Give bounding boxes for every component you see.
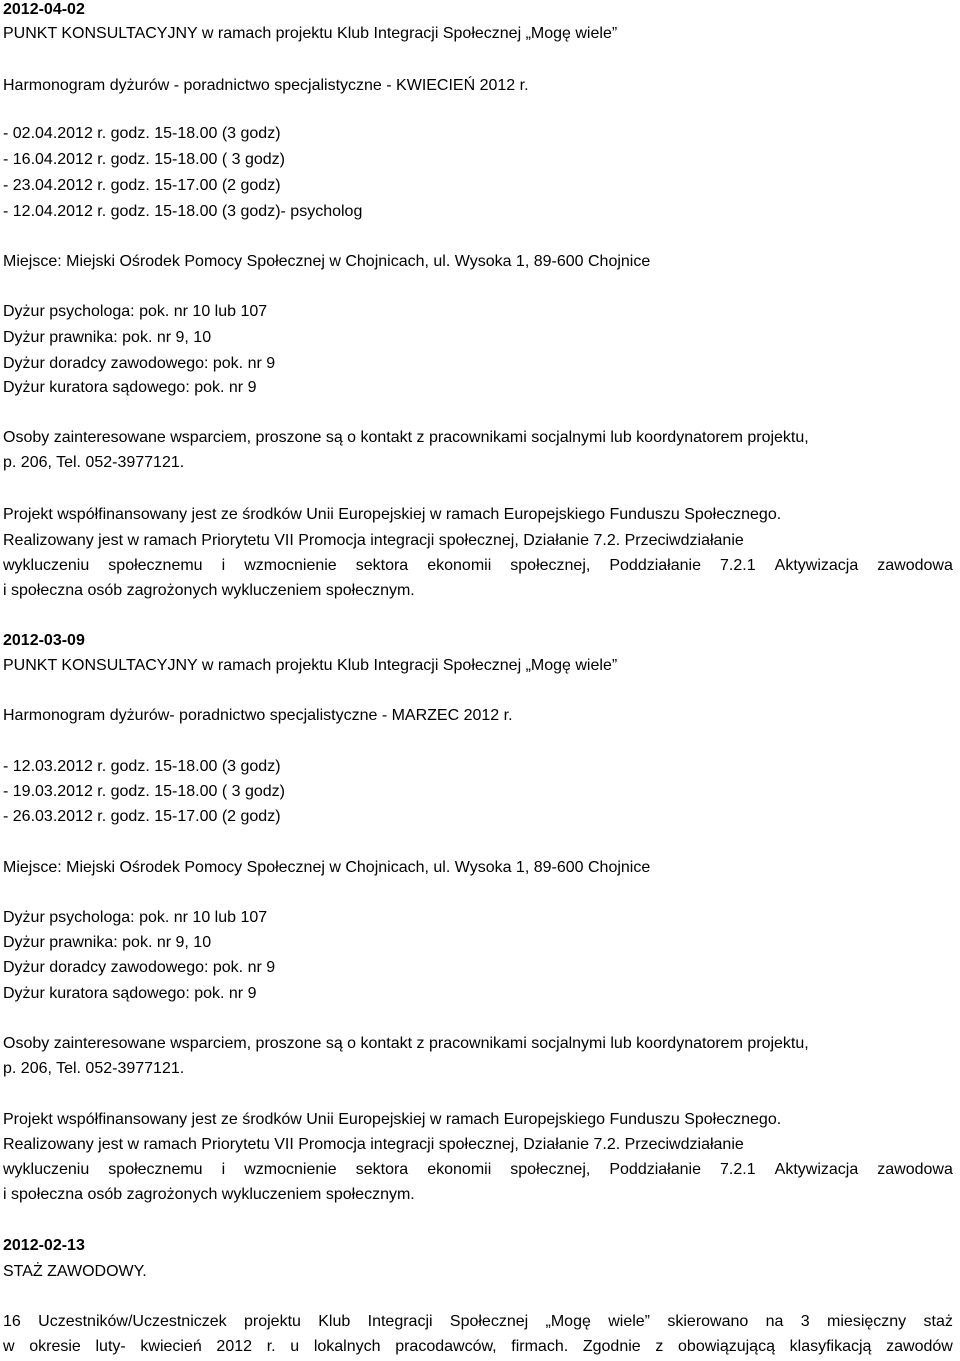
word: Zgodnie bbox=[582, 1338, 641, 1355]
schedule-date: - 26.03.2012 r. godz. 15-17.00 (2 godz) bbox=[3, 808, 281, 825]
word: zawodowa bbox=[877, 557, 953, 574]
word: kwiecień bbox=[140, 1338, 202, 1355]
word: pracodawców, bbox=[395, 1338, 497, 1355]
word: 7.2.1 bbox=[720, 557, 756, 574]
post-heading: STAŻ ZAWODOWY. bbox=[3, 1263, 147, 1280]
word: zawodów bbox=[886, 1338, 953, 1355]
schedule-date: - 16.04.2012 r. godz. 15-18.00 ( 3 godz) bbox=[3, 151, 285, 168]
word: firmach. bbox=[511, 1338, 569, 1355]
word: luty- bbox=[95, 1338, 126, 1355]
contact-line: p. 206, Tel. 052-3977121. bbox=[3, 1060, 185, 1077]
place-line: Miejsce: Miejski Ośrodek Pomocy Społecznej w Chojnicach, ul. Wysoka 1, 89-600 Chojnice bbox=[3, 253, 651, 270]
project-line: Projekt współfinansowany jest ze środków Unii Europejskiej w ramach Europejskiego Funduszu Społecznego. bbox=[3, 506, 782, 523]
word: skierowano bbox=[667, 1313, 749, 1330]
duty-line: Dyżur prawnika: pok. nr 9, 10 bbox=[3, 329, 212, 346]
word: Aktywizacja bbox=[774, 557, 859, 574]
word: wykluczeniu bbox=[3, 1161, 90, 1178]
post-date: 2012-02-13 bbox=[3, 1237, 85, 1254]
post-date: 2012-03-09 bbox=[3, 632, 85, 649]
place-line: Miejsce: Miejski Ośrodek Pomocy Społecznej w Chojnicach, ul. Wysoka 1, 89-600 Chojnice bbox=[3, 859, 651, 876]
word: staż bbox=[923, 1313, 953, 1330]
project-line: i społeczna osób zagrożonych wykluczeniem społecznym. bbox=[3, 582, 415, 599]
duty-line: Dyżur psychologa: pok. nr 10 lub 107 bbox=[3, 303, 268, 320]
word: u bbox=[290, 1338, 300, 1355]
body-line-justified bbox=[3, 1337, 953, 1357]
body-line-justified bbox=[3, 1312, 953, 1332]
word: okresie bbox=[29, 1338, 81, 1355]
word: r. bbox=[266, 1338, 276, 1355]
word: miesięczny bbox=[827, 1313, 907, 1330]
project-line: Realizowany jest w ramach Priorytetu VII Promocja integracji społecznej, Działanie 7.2. Przeciwdziałanie bbox=[3, 1136, 744, 1153]
project-line: i społeczna osób zagrożonych wykluczeniem społecznym. bbox=[3, 1186, 415, 1203]
word: w bbox=[3, 1338, 15, 1355]
project-line: Projekt współfinansowany jest ze środków Unii Europejskiej w ramach Europejskiego Funduszu Społecznego. bbox=[3, 1111, 782, 1128]
word: na bbox=[765, 1313, 784, 1330]
duty-line: Dyżur prawnika: pok. nr 9, 10 bbox=[3, 934, 212, 951]
duty-line: Dyżur kuratora sądowego: pok. nr 9 bbox=[3, 985, 257, 1002]
post-heading: PUNKT KONSULTACYJNY w ramach projektu Klub Integracji Społecznej „Mogę wiele” bbox=[3, 657, 618, 674]
schedule-title: Harmonogram dyżurów - poradnictwo specjalistyczne - KWIECIEŃ 2012 r. bbox=[3, 77, 529, 94]
word: Poddziałanie bbox=[609, 1161, 701, 1178]
word: społecznemu bbox=[108, 557, 203, 574]
word: lokalnych bbox=[313, 1338, 381, 1355]
schedule-date: - 19.03.2012 r. godz. 15-18.00 ( 3 godz) bbox=[3, 783, 285, 800]
word: sektora bbox=[355, 557, 409, 574]
word: wiele” bbox=[608, 1313, 651, 1330]
word: społecznemu bbox=[108, 1161, 203, 1178]
post-date: 2012-04-02 bbox=[3, 1, 85, 18]
duty-line: Dyżur doradcy zawodowego: pok. nr 9 bbox=[3, 355, 276, 372]
project-line-justified bbox=[3, 1160, 953, 1180]
word: 2012 bbox=[216, 1338, 253, 1355]
word: wzmocnienie bbox=[244, 557, 337, 574]
schedule-date: - 23.04.2012 r. godz. 15-17.00 (2 godz) bbox=[3, 177, 281, 194]
word: ekonomii bbox=[427, 557, 492, 574]
schedule-date: - 02.04.2012 r. godz. 15-18.00 (3 godz) bbox=[3, 125, 281, 142]
post-heading: PUNKT KONSULTACYJNY w ramach projektu Klub Integracji Społecznej „Mogę wiele” bbox=[3, 25, 618, 42]
word: zawodowa bbox=[877, 1161, 953, 1178]
word: z bbox=[655, 1338, 664, 1355]
duty-line: Dyżur kuratora sądowego: pok. nr 9 bbox=[3, 379, 257, 396]
word: i bbox=[221, 1161, 226, 1178]
word: społecznej, bbox=[510, 1161, 591, 1178]
word: Aktywizacja bbox=[774, 1161, 859, 1178]
word: 7.2.1 bbox=[720, 1161, 756, 1178]
contact-line: Osoby zainteresowane wsparciem, proszone są o kontakt z pracownikami socjalnymi lub koordynatorem projektu, bbox=[3, 429, 809, 446]
word: Poddziałanie bbox=[609, 557, 701, 574]
word: 3 bbox=[800, 1313, 810, 1330]
project-line: Realizowany jest w ramach Priorytetu VII Promocja integracji społecznej, Działanie 7.2. Przeciwdziałanie bbox=[3, 532, 744, 549]
contact-line: p. 206, Tel. 052-3977121. bbox=[3, 454, 185, 471]
duty-line: Dyżur doradcy zawodowego: pok. nr 9 bbox=[3, 959, 276, 976]
word: wzmocnienie bbox=[244, 1161, 337, 1178]
duty-line: Dyżur psychologa: pok. nr 10 lub 107 bbox=[3, 909, 268, 926]
word: i bbox=[221, 557, 226, 574]
word: Społecznej bbox=[449, 1313, 529, 1330]
word: projektu bbox=[243, 1313, 301, 1330]
schedule-title: Harmonogram dyżurów- poradnictwo specjalistyczne - MARZEC 2012 r. bbox=[3, 707, 513, 724]
word: ekonomii bbox=[427, 1161, 492, 1178]
word: klasyfikacją bbox=[789, 1338, 872, 1355]
word: „Mogę bbox=[545, 1313, 591, 1330]
word: 16 bbox=[3, 1313, 21, 1330]
word: społecznej, bbox=[510, 557, 591, 574]
word: Klub bbox=[318, 1313, 351, 1330]
word: Uczestników/Uczestniczek bbox=[38, 1313, 227, 1330]
schedule-date: - 12.04.2012 r. godz. 15-18.00 (3 godz)- psycholog bbox=[3, 203, 363, 220]
project-line-justified bbox=[3, 556, 953, 576]
schedule-date: - 12.03.2012 r. godz. 15-18.00 (3 godz) bbox=[3, 758, 281, 775]
contact-line: Osoby zainteresowane wsparciem, proszone są o kontakt z pracownikami socjalnymi lub koordynatorem projektu, bbox=[3, 1035, 809, 1052]
word: sektora bbox=[355, 1161, 409, 1178]
word: wykluczeniu bbox=[3, 557, 90, 574]
word: obowiązującą bbox=[678, 1338, 775, 1355]
word: Integracji bbox=[367, 1313, 433, 1330]
